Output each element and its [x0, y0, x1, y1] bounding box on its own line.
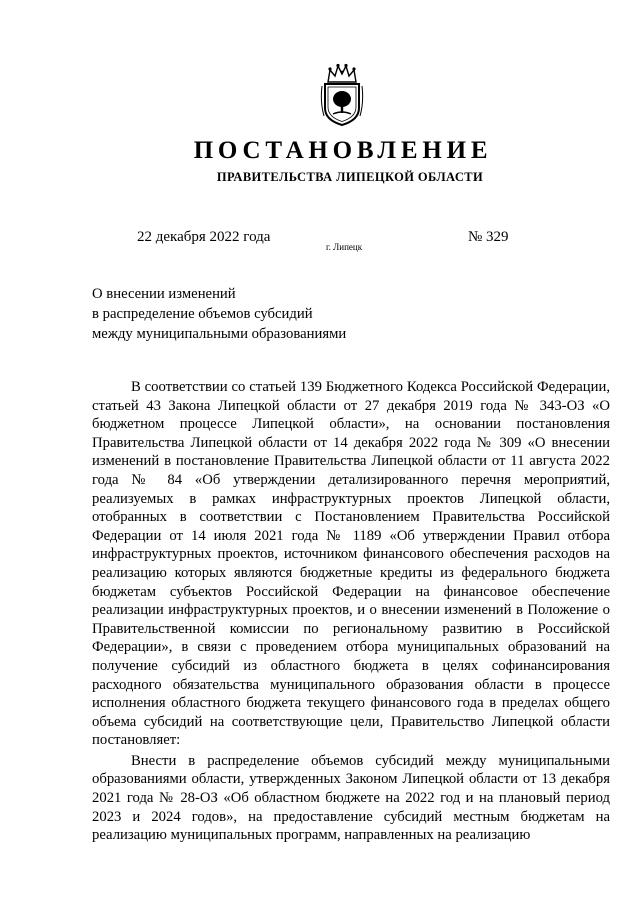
subject-line: в распределение объемов субсидий	[92, 306, 313, 322]
subject-line: О внесении изменений	[92, 286, 236, 302]
document-body	[92, 378, 610, 845]
subject-line: между муниципальными образованиями	[92, 326, 347, 342]
issuer-subtitle: ПРАВИТЕЛЬСТВА ЛИПЕЦКОЙ ОБЛАСТИ	[216, 170, 484, 184]
document-date: 22 декабря 2022 года	[137, 229, 271, 245]
lipetsk-coat-of-arms-icon	[320, 62, 364, 128]
document-city: г. Липецк	[326, 242, 363, 252]
document-title: ПОСТАНОВЛЕНИЕ	[193, 137, 493, 164]
document-number: № 329	[468, 229, 509, 245]
document-subject	[92, 284, 346, 344]
body-paragraph: Внести в распределение объемов субсидий между муниципальными образованиями области, утвержденных Законом Липецкой области от 13 декабря 2021 года № 28-ОЗ «Об областном бюджете на 2022 год и на плановый период 2023 и 2024 годов», на предоставление субсидий местным бюджетам на реализацию муниципальных программ, направленных на реализацию	[92, 752, 610, 844]
body-paragraph: В соответствии со статьей 139 Бюджетного Кодекса Российской Федерации, статьей 43 Закона Липецкой области от 27 декабря 2019 года № 343-ОЗ «О бюджетном процессе Липецкой области», на основании постановления Правительства Липецкой области от 14 декабря 2022 года № 309 «О внесении изменений в постановление Правительства Липецкой области от 11 августа 2022 года № 84 «Об утверждении детализированного перечня мероприятий, реализуемых в рамках инфраструктурных проектов Липецкой области, отобранных в соответствии с Постановлением Правительства Российской Федерации от 14 июля 2021 года № 1189 «Об утверждении Правил отбора инфраструктурных проектов, источником финансового обеспечения расходов на реализацию которых являются бюджетные кредиты из федерального бюджета бюджетам субъектов Российской Федерации на финансовое обеспечение реализации инфраструктурных проектов, и о внесении изменений в Положение о Правительственной комиссии по региональному развитию в Российской Федерации», в связи с проведением отбора муниципальных образований на получение субсидий из областного бюджета в целях софинансирования расходного обязательства муниципального образования области в процессе исполнения областного бюджета текущего финансового года в пределах общего объема субсидий на соответствующие цели, Правительство Липецкой области постановляет:	[92, 379, 610, 749]
